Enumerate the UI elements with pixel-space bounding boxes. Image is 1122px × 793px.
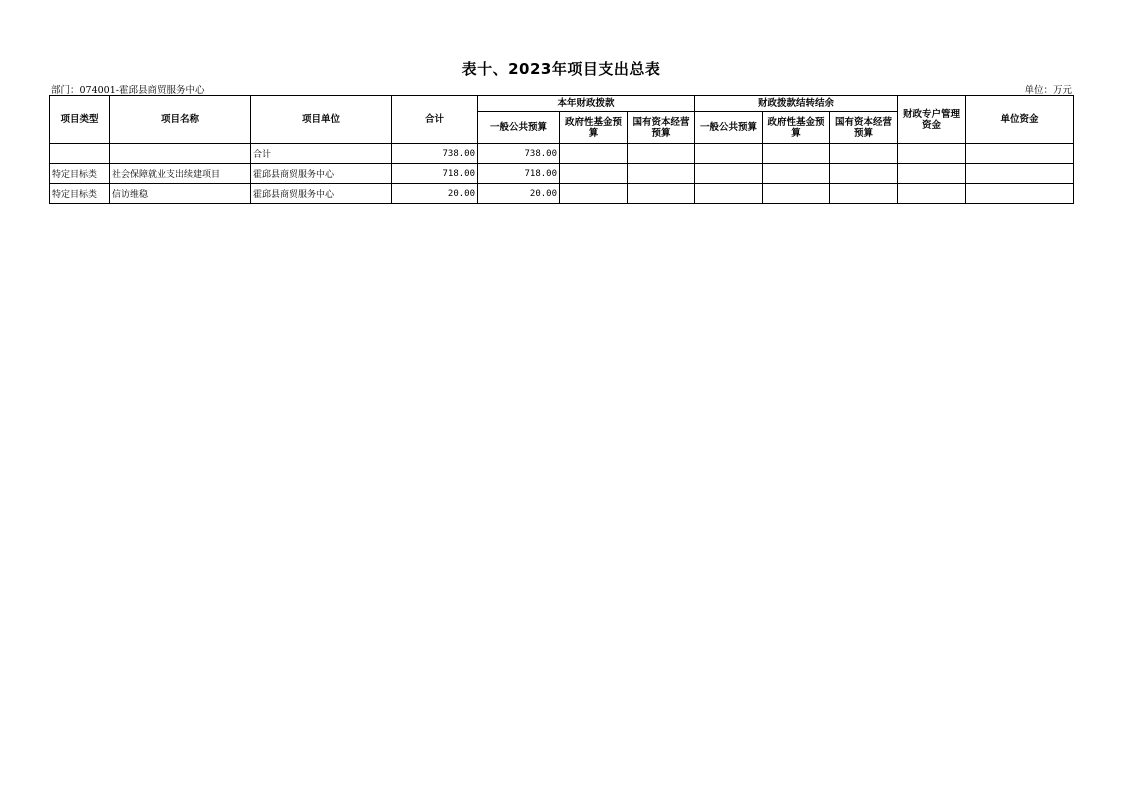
cell-name xyxy=(110,144,251,164)
cell-type: 特定目标类 xyxy=(50,164,110,184)
cell-total: 738.00 xyxy=(392,144,478,164)
cell-empty xyxy=(830,164,898,184)
cell-empty xyxy=(628,184,695,204)
unit-label: 单位：万元 xyxy=(1024,85,1072,96)
cell-general: 718.00 xyxy=(478,164,560,184)
cell-empty xyxy=(763,184,830,204)
header-carryover-state-capital: 国有资本经营预算 xyxy=(830,112,898,144)
cell-empty xyxy=(966,144,1074,164)
cell-general: 738.00 xyxy=(478,144,560,164)
header-project-unit: 项目单位 xyxy=(251,96,392,144)
cell-unit: 合计 xyxy=(251,144,392,164)
cell-empty xyxy=(898,184,966,204)
header-current-year-group: 本年财政拨款 xyxy=(478,96,695,112)
cell-empty xyxy=(898,164,966,184)
cell-empty xyxy=(763,164,830,184)
header-total: 合计 xyxy=(392,96,478,144)
header-current-state-capital: 国有资本经营预算 xyxy=(628,112,695,144)
cell-empty xyxy=(560,164,628,184)
cell-total: 20.00 xyxy=(392,184,478,204)
cell-name: 信访维稳 xyxy=(110,184,251,204)
cell-empty xyxy=(898,144,966,164)
header-project-name: 项目名称 xyxy=(110,96,251,144)
cell-type: 特定目标类 xyxy=(50,184,110,204)
header-row-1 xyxy=(50,96,1074,112)
cell-empty xyxy=(695,144,763,164)
cell-empty xyxy=(560,144,628,164)
cell-empty xyxy=(763,144,830,164)
header-special-account: 财政专户管理资金 xyxy=(898,96,966,144)
cell-empty xyxy=(560,184,628,204)
cell-empty xyxy=(966,184,1074,204)
table-row xyxy=(50,184,1074,204)
cell-total: 718.00 xyxy=(392,164,478,184)
cell-empty xyxy=(628,144,695,164)
page-title: 表十、2023年项目支出总表 xyxy=(461,60,661,78)
header-current-gov-fund: 政府性基金预算 xyxy=(560,112,628,144)
header-project-type: 项目类型 xyxy=(50,96,110,144)
cell-unit: 霍邱县商贸服务中心 xyxy=(251,184,392,204)
cell-empty xyxy=(628,164,695,184)
cell-unit: 霍邱县商贸服务中心 xyxy=(251,164,392,184)
table-row xyxy=(50,164,1074,184)
project-expenditure-table xyxy=(49,95,1074,204)
header-carryover-group: 财政拨款结转结余 xyxy=(695,96,898,112)
cell-empty xyxy=(695,184,763,204)
header-carryover-general: 一般公共预算 xyxy=(695,112,763,144)
header-own-funds: 单位资金 xyxy=(966,96,1074,144)
cell-empty xyxy=(695,164,763,184)
department-label: 部门：074001-霍邱县商贸服务中心 xyxy=(51,85,205,96)
cell-empty xyxy=(830,184,898,204)
header-carryover-gov-fund: 政府性基金预算 xyxy=(763,112,830,144)
cell-type xyxy=(50,144,110,164)
header-current-general: 一般公共预算 xyxy=(478,112,560,144)
cell-general: 20.00 xyxy=(478,184,560,204)
cell-name: 社会保障就业支出续建项目 xyxy=(110,164,251,184)
cell-empty xyxy=(966,164,1074,184)
cell-empty xyxy=(830,144,898,164)
table-row xyxy=(50,144,1074,164)
